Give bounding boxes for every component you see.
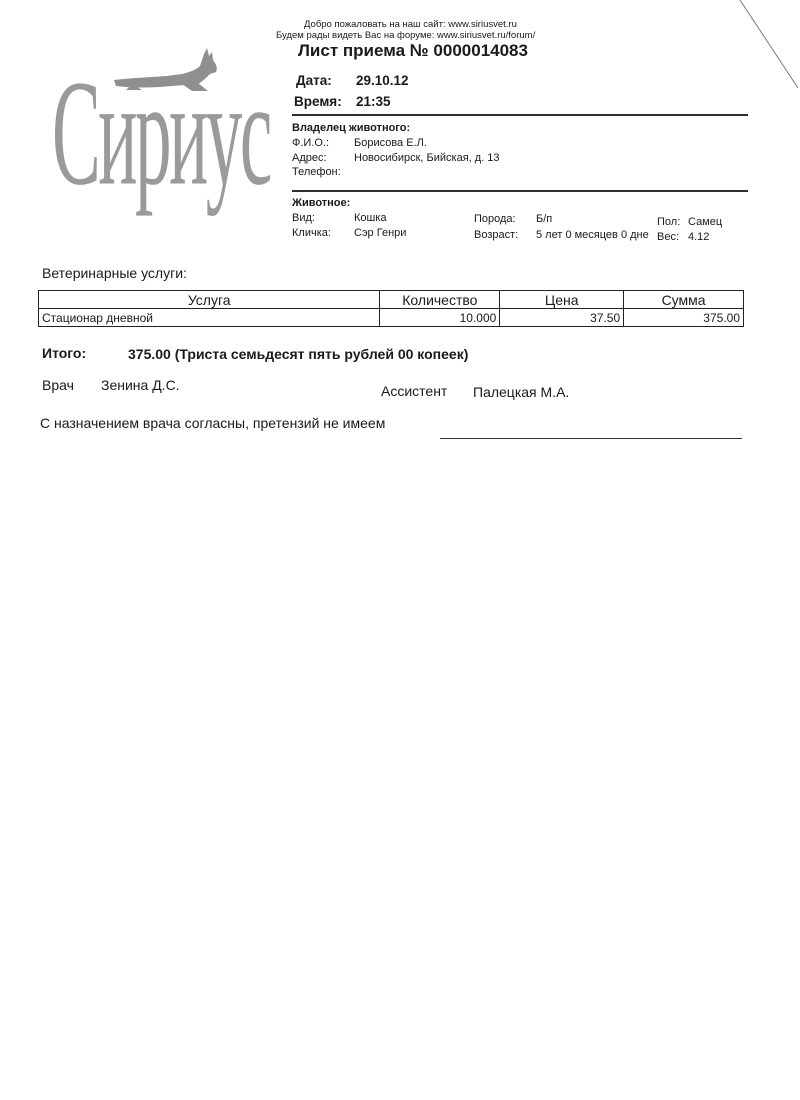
column-header-price: Цена [500, 291, 624, 309]
column-header-qty: Количество [380, 291, 500, 309]
animal-breed-label: Порода: [474, 213, 516, 225]
service-name-cell: Стационар дневной [39, 309, 380, 327]
animal-age-label: Возраст: [474, 229, 519, 241]
date-value: 29.10.12 [356, 73, 409, 88]
total-value: 375.00 (Триста семьдесят пять рублей 00 копеек) [128, 346, 469, 362]
owner-section-label: Владелец животного: [292, 122, 411, 134]
animal-name-label: Кличка: [292, 227, 331, 239]
clinic-logo-text: Сириус [52, 49, 270, 217]
service-qty-cell: 10.000 [380, 309, 500, 327]
animal-sex-value: Самец [688, 216, 723, 228]
signature-line [440, 438, 742, 439]
animal-age-value: 5 лет 0 месяцев 0 дне [536, 229, 649, 241]
owner-fio-label: Ф.И.О.: [292, 137, 330, 149]
date-label: Дата: [296, 73, 332, 88]
animal-name-value: Сэр Генри [354, 227, 407, 239]
doctor-label: Врач [42, 377, 74, 393]
animal-kind-label: Вид: [292, 212, 315, 224]
divider [292, 190, 748, 192]
table-header-row [39, 291, 744, 309]
animal-sex-label: Пол: [657, 216, 681, 228]
total-label: Итого: [42, 345, 87, 361]
animal-section-label: Животное: [292, 197, 351, 209]
owner-phone-label: Телефон: [292, 166, 341, 178]
column-header-service: Услуга [39, 291, 380, 309]
animal-kind-value: Кошка [354, 212, 387, 224]
time-label: Время: [294, 94, 342, 109]
time-value: 21:35 [356, 94, 391, 109]
dog-logo-icon [112, 44, 232, 94]
animal-breed-value: Б/п [536, 213, 553, 225]
assistant-name: Палецкая М.А. [473, 384, 570, 400]
owner-fio-value: Борисова Е.Л. [354, 137, 427, 149]
services-heading: Ветеринарные услуги: [42, 265, 187, 281]
forum-link-text: Будем рады видеть Вас на форуме: www.siriusvet.ru/forum/ [276, 30, 536, 41]
service-price-cell: 37.50 [500, 309, 624, 327]
consent-text: С назначением врача согласны, претензий не имеем [40, 415, 386, 431]
services-table [38, 290, 744, 327]
page-title: Лист приема № 0000014083 [298, 41, 528, 60]
owner-address-label: Адрес: [292, 152, 327, 164]
site-link-text: Добро пожаловать на наш сайт: www.siriusvet.ru [304, 19, 517, 30]
animal-weight-value: 4.12 [688, 231, 710, 243]
divider [292, 114, 748, 116]
doctor-name: Зенина Д.С. [101, 377, 180, 393]
owner-address-value: Новосибирск, Бийская, д. 13 [354, 152, 500, 164]
service-sum-cell: 375.00 [624, 309, 744, 327]
animal-weight-label: Вес: [657, 231, 680, 243]
assistant-label: Ассистент [381, 383, 448, 399]
scan-edge-mark [720, 0, 800, 120]
table-row [39, 309, 744, 327]
column-header-sum: Сумма [624, 291, 744, 309]
